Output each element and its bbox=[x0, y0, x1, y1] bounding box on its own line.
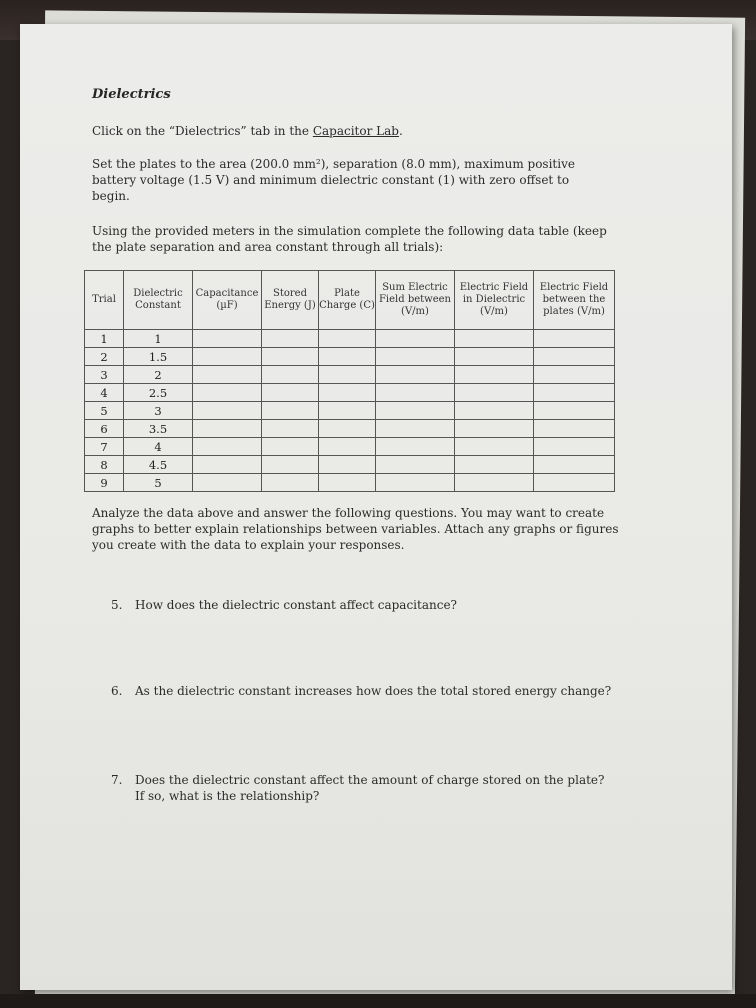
empty-answer-cell[interactable] bbox=[262, 474, 319, 492]
empty-answer-cell[interactable] bbox=[376, 474, 455, 492]
trial-cell: 7 bbox=[85, 438, 124, 456]
trial-cell: 4 bbox=[85, 384, 124, 402]
dielectric-constant-cell: 4 bbox=[124, 438, 193, 456]
table-instructions: Using the provided meters in the simulation complete the following data table (keep the plate separation and area constant through all trials): bbox=[92, 224, 607, 254]
empty-answer-cell[interactable] bbox=[262, 438, 319, 456]
table-row bbox=[85, 348, 615, 366]
empty-answer-cell[interactable] bbox=[534, 366, 615, 384]
empty-answer-cell[interactable] bbox=[455, 402, 534, 420]
empty-answer-cell[interactable] bbox=[262, 366, 319, 384]
page-title: Dielectrics bbox=[92, 87, 171, 102]
empty-answer-cell[interactable] bbox=[262, 420, 319, 438]
question-text-continued: If so, what is the relationship? bbox=[135, 789, 320, 803]
dielectric-constant-cell: 1.5 bbox=[124, 348, 193, 366]
table-row bbox=[85, 402, 615, 420]
dielectric-constant-cell: 2.5 bbox=[124, 384, 193, 402]
question-number: 5. bbox=[111, 598, 123, 612]
empty-answer-cell[interactable] bbox=[376, 366, 455, 384]
dielectric-constant-cell: 5 bbox=[124, 474, 193, 492]
empty-answer-cell[interactable] bbox=[319, 474, 376, 492]
empty-answer-cell[interactable] bbox=[455, 330, 534, 348]
empty-answer-cell[interactable] bbox=[319, 348, 376, 366]
dielectric-constant-cell: 3.5 bbox=[124, 420, 193, 438]
empty-answer-cell[interactable] bbox=[455, 366, 534, 384]
question-7 bbox=[111, 772, 631, 804]
header-trial: Trial bbox=[85, 271, 124, 330]
empty-answer-cell[interactable] bbox=[319, 420, 376, 438]
analyze-paragraph: Analyze the data above and answer the following questions. You may want to create graphs to better explain relationships between variables. Attach any graphs or figures you create with the data to explain your responses. bbox=[92, 506, 619, 552]
empty-answer-cell[interactable] bbox=[193, 420, 262, 438]
empty-answer-cell[interactable] bbox=[376, 456, 455, 474]
dielectric-constant-cell: 1 bbox=[124, 330, 193, 348]
empty-answer-cell[interactable] bbox=[319, 330, 376, 348]
empty-answer-cell[interactable] bbox=[534, 402, 615, 420]
empty-answer-cell[interactable] bbox=[319, 384, 376, 402]
empty-answer-cell[interactable] bbox=[455, 456, 534, 474]
empty-answer-cell[interactable] bbox=[534, 474, 615, 492]
intro-prefix: Click on the “Dielectrics” tab in the bbox=[92, 124, 313, 138]
desk-edge bbox=[0, 994, 756, 1008]
empty-answer-cell[interactable] bbox=[534, 384, 615, 402]
question-number: 7. bbox=[111, 773, 123, 787]
empty-answer-cell[interactable] bbox=[376, 420, 455, 438]
empty-answer-cell[interactable] bbox=[319, 438, 376, 456]
empty-answer-cell[interactable] bbox=[193, 438, 262, 456]
table-row bbox=[85, 438, 615, 456]
question-5 bbox=[111, 597, 457, 613]
empty-answer-cell[interactable] bbox=[262, 402, 319, 420]
empty-answer-cell[interactable] bbox=[193, 366, 262, 384]
empty-answer-cell[interactable] bbox=[455, 474, 534, 492]
table-row bbox=[85, 474, 615, 492]
empty-answer-cell[interactable] bbox=[319, 456, 376, 474]
empty-answer-cell[interactable] bbox=[262, 456, 319, 474]
empty-answer-cell[interactable] bbox=[262, 384, 319, 402]
empty-answer-cell[interactable] bbox=[376, 402, 455, 420]
empty-answer-cell[interactable] bbox=[193, 384, 262, 402]
question-text: As the dielectric constant increases how does the total stored energy change? bbox=[135, 684, 612, 698]
empty-answer-cell[interactable] bbox=[455, 438, 534, 456]
question-6 bbox=[111, 683, 611, 699]
header-stored-energy: Stored Energy (J) bbox=[262, 271, 319, 330]
empty-answer-cell[interactable] bbox=[193, 348, 262, 366]
empty-answer-cell[interactable] bbox=[376, 384, 455, 402]
empty-answer-cell[interactable] bbox=[319, 366, 376, 384]
empty-answer-cell[interactable] bbox=[534, 420, 615, 438]
setup-paragraph: Set the plates to the area (200.0 mm²), separation (8.0 mm), maximum positive battery voltage (1.5 V) and minimum dielectric constant (1) with zero offset to begin. bbox=[92, 157, 575, 203]
trial-cell: 3 bbox=[85, 366, 124, 384]
question-number: 6. bbox=[111, 684, 123, 698]
trial-cell: 5 bbox=[85, 402, 124, 420]
empty-answer-cell[interactable] bbox=[193, 456, 262, 474]
dielectric-constant-cell: 2 bbox=[124, 366, 193, 384]
dielectric-constant-cell: 3 bbox=[124, 402, 193, 420]
empty-answer-cell[interactable] bbox=[376, 348, 455, 366]
intro-instruction bbox=[92, 123, 403, 139]
intro-suffix: . bbox=[398, 124, 403, 138]
empty-answer-cell[interactable] bbox=[193, 330, 262, 348]
empty-answer-cell[interactable] bbox=[534, 438, 615, 456]
empty-answer-cell[interactable] bbox=[319, 402, 376, 420]
table-row bbox=[85, 420, 615, 438]
data-table bbox=[84, 270, 615, 492]
header-field-in-dielectric: Electric Field in Dielectric (V/m) bbox=[455, 271, 534, 330]
trial-cell: 8 bbox=[85, 456, 124, 474]
empty-answer-cell[interactable] bbox=[455, 420, 534, 438]
empty-answer-cell[interactable] bbox=[534, 348, 615, 366]
table-row bbox=[85, 384, 615, 402]
header-plate-charge: Plate Charge (C) bbox=[319, 271, 376, 330]
trial-cell: 6 bbox=[85, 420, 124, 438]
empty-answer-cell[interactable] bbox=[534, 330, 615, 348]
header-capacitance: Capacitance (µF) bbox=[193, 271, 262, 330]
question-text: Does the dielectric constant affect the amount of charge stored on the plate? bbox=[135, 773, 605, 787]
header-field-between-plates: Electric Field between the plates (V/m) bbox=[534, 271, 615, 330]
table-header-row bbox=[85, 271, 615, 330]
empty-answer-cell[interactable] bbox=[455, 348, 534, 366]
empty-answer-cell[interactable] bbox=[262, 348, 319, 366]
table-row bbox=[85, 456, 615, 474]
question-text: How does the dielectric constant affect capacitance? bbox=[135, 598, 457, 612]
empty-answer-cell[interactable] bbox=[193, 402, 262, 420]
empty-answer-cell[interactable] bbox=[376, 330, 455, 348]
capacitor-lab-link[interactable]: Capacitor Lab bbox=[312, 124, 399, 138]
trial-cell: 9 bbox=[85, 474, 124, 492]
empty-answer-cell[interactable] bbox=[455, 384, 534, 402]
table-row bbox=[85, 366, 615, 384]
header-sum-electric-field: Sum Electric Field between (V/m) bbox=[376, 271, 455, 330]
trial-cell: 1 bbox=[85, 330, 124, 348]
empty-answer-cell[interactable] bbox=[262, 330, 319, 348]
table-row bbox=[85, 330, 615, 348]
dielectric-constant-cell: 4.5 bbox=[124, 456, 193, 474]
empty-answer-cell[interactable] bbox=[193, 474, 262, 492]
empty-answer-cell[interactable] bbox=[534, 456, 615, 474]
header-dielectric-constant: Dielectric Constant bbox=[124, 271, 193, 330]
empty-answer-cell[interactable] bbox=[376, 438, 455, 456]
trial-cell: 2 bbox=[85, 348, 124, 366]
